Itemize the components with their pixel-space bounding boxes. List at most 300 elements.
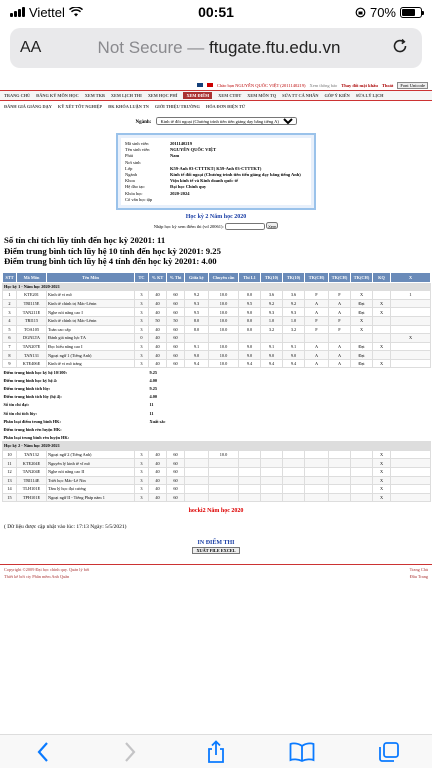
stat-row <box>3 401 431 409</box>
table-cell <box>329 467 351 476</box>
table-cell: 3 <box>135 493 149 502</box>
nav-item[interactable]: XEM ĐIỂM <box>183 92 212 99</box>
font-unicode-button[interactable]: Font Unicode <box>397 82 428 89</box>
stat-row <box>3 433 431 441</box>
ios-status-bar <box>0 0 432 24</box>
table-cell: 0 <box>135 334 149 343</box>
stat-label: Điểm trung bình rèn luyện HK: <box>3 426 62 432</box>
table-cell: 40 <box>149 325 167 334</box>
major-select[interactable] <box>156 117 297 125</box>
table-row <box>3 476 431 485</box>
column-header: % KT <box>149 272 167 282</box>
table-cell: Kinh tế vi mô tráng <box>47 359 135 368</box>
table-cell: 9.0 <box>185 351 209 360</box>
table-cell: 40 <box>149 334 167 343</box>
table-cell: 10.0 <box>209 316 239 325</box>
table-cell <box>373 316 391 325</box>
table-cell: 40 <box>149 459 167 468</box>
table-cell <box>391 467 431 476</box>
table-cell <box>209 459 239 468</box>
table-cell <box>391 308 431 317</box>
table-row <box>3 316 431 325</box>
table-cell: 0.0 <box>239 291 261 300</box>
table-cell: F <box>329 325 351 334</box>
stat-row <box>3 425 431 433</box>
url-text[interactable] <box>50 38 388 58</box>
table-cell <box>261 459 283 468</box>
stat-row <box>3 409 431 417</box>
table-cell <box>329 476 351 485</box>
table-cell: 3 <box>135 450 149 459</box>
table-cell <box>329 493 351 502</box>
table-cell <box>305 450 329 459</box>
stat-value: 11 <box>149 402 154 408</box>
table-cell <box>391 316 431 325</box>
table-cell: 1.0 <box>261 316 283 325</box>
column-header: Tên Môn <box>47 272 135 282</box>
column-header: Mã Môn <box>17 272 47 282</box>
table-cell: 60 <box>167 476 185 485</box>
major-select-row <box>0 117 432 125</box>
footer-2 <box>0 574 432 579</box>
table-cell: Ngoại ngữ 2 (Tiếng Anh) <box>47 450 135 459</box>
table-cell: 50 <box>149 316 167 325</box>
table-row <box>3 459 431 468</box>
table-cell: 3 <box>135 485 149 494</box>
print-section <box>0 540 432 554</box>
table-cell: 60 <box>167 299 185 308</box>
semester-row <box>3 442 431 451</box>
table-cell: 10.0 <box>209 351 239 360</box>
table-cell: A <box>305 308 329 317</box>
table-cell <box>391 476 431 485</box>
table-cell: 10.0 <box>209 299 239 308</box>
share-button[interactable] <box>196 737 236 767</box>
table-cell: 3 <box>135 291 149 300</box>
table-cell: 60 <box>167 351 185 360</box>
info-value: Nam <box>170 153 180 159</box>
table-cell: 10.0 <box>209 450 239 459</box>
design-credit: Thiết kế bởi cty Phần mềm Anh Quân <box>4 574 70 580</box>
table-cell <box>391 359 431 368</box>
table-cell: 3 <box>135 359 149 368</box>
nav-item[interactable]: ĐĂNG KÝ MÔN HỌC <box>36 93 79 98</box>
nav-item[interactable]: XEM HỌC PHÍ <box>147 93 178 98</box>
lock-rotation-icon <box>355 7 366 18</box>
semester-input-row <box>0 222 432 230</box>
change-password-link[interactable]: Thay đổi mật khẩu <box>341 82 378 88</box>
subnav-item[interactable]: ĐK KHÓA LUẬN TN <box>108 103 149 109</box>
info-value <box>170 197 307 202</box>
table-cell: 40 <box>149 291 167 300</box>
info-label: Nơi sinh <box>125 159 141 165</box>
notifications-link[interactable]: Xem thông báo <box>309 82 338 88</box>
stat-label: Phân loại trung bình rèn luyện HK: <box>3 434 70 440</box>
table-cell: 9.0 <box>239 351 261 360</box>
table-cell: 3.2 <box>283 325 305 334</box>
table-cell: 60 <box>167 485 185 494</box>
table-cell: 60 <box>167 450 185 459</box>
table-cell <box>239 476 261 485</box>
subnav-item[interactable]: HÓA ĐƠN ĐIỆN TỬ <box>205 103 246 109</box>
table-cell: Tâm lý học đại cương <box>47 485 135 494</box>
table-cell <box>373 291 391 300</box>
table-cell: 3 <box>135 299 149 308</box>
copyright-text: Copyright ©2009 Đại học chính quy. Quản lý bởi <box>4 567 90 573</box>
table-cell: Kinh tế vi mô <box>47 291 135 300</box>
table-cell <box>209 334 239 343</box>
table-cell <box>329 485 351 494</box>
table-cell: 9.3 <box>261 308 283 317</box>
table-cell: Kinh tế chính trị Mác-Lênin <box>47 316 135 325</box>
table-cell: 3 <box>135 325 149 334</box>
stat-value: 9.25 <box>149 385 158 391</box>
table-row <box>3 308 431 317</box>
table-cell: 9.0 <box>239 308 261 317</box>
print-grades-link[interactable]: IN ĐIỂM THI <box>197 540 235 547</box>
table-cell <box>373 334 391 343</box>
table-cell: 9 <box>3 359 17 368</box>
table-cell: A <box>329 299 351 308</box>
table-cell <box>283 450 305 459</box>
info-label: Tên sinh viên <box>125 147 150 153</box>
table-cell: 3 <box>135 351 149 360</box>
semester-input[interactable] <box>225 223 265 230</box>
semester-input-label: Nhập học kỳ xem điểm thi (vd 20061): <box>153 224 224 230</box>
table-cell <box>305 334 329 343</box>
major-label: Ngành: <box>135 120 152 125</box>
table-cell <box>373 351 391 360</box>
table-cell: X <box>373 485 391 494</box>
table-cell: 40 <box>149 485 167 494</box>
column-header: KQ <box>373 272 391 282</box>
table-cell: X <box>351 291 373 300</box>
table-cell: 60 <box>167 467 185 476</box>
subnav-item[interactable]: GIỚI THIỆU TRƯỜNG <box>154 103 200 109</box>
table-cell: A <box>305 351 329 360</box>
column-header: TK(10) <box>261 272 283 282</box>
table-cell: 3 <box>135 308 149 317</box>
bookmarks-button[interactable] <box>282 737 322 767</box>
home-link[interactable]: Trang Chủ <box>409 567 428 573</box>
table-cell: 6 <box>3 334 17 343</box>
table-cell: 3 <box>135 476 149 485</box>
table-cell: 1.0 <box>283 316 305 325</box>
table-row <box>3 299 431 308</box>
table-cell: 60 <box>167 493 185 502</box>
table-cell: 1 <box>391 291 431 300</box>
table-cell: 60 <box>167 459 185 468</box>
table-cell: 11 <box>3 459 17 468</box>
domain-label: ftugate.ftu.edu.vn <box>209 38 341 57</box>
stat-row <box>3 376 431 384</box>
table-cell: 3 <box>135 316 149 325</box>
table-cell: X <box>373 476 391 485</box>
table-cell: 3.6 <box>283 291 305 300</box>
view-button[interactable]: Xem <box>268 224 277 230</box>
nav-item[interactable]: SỬA TT CÁ NHÂN <box>282 93 319 98</box>
table-row <box>3 467 431 476</box>
logout-link[interactable]: Thoát <box>381 82 394 88</box>
top-link[interactable]: Đầu Trang <box>409 574 428 580</box>
table-cell: Ngoại ngữ II - Tiếng Pháp năm 1 <box>47 493 135 502</box>
table-cell: 40 <box>149 342 167 351</box>
table-cell: A <box>329 342 351 351</box>
stat-label: Số tín chỉ tích lũy: <box>3 410 37 416</box>
table-cell: TAN132 <box>17 450 47 459</box>
table-cell <box>185 493 209 502</box>
table-cell: 8.0 <box>185 316 209 325</box>
table-cell: 3 <box>3 308 17 317</box>
table-cell: 60 <box>167 308 185 317</box>
carrier-name: Viettel <box>29 4 65 20</box>
table-cell <box>391 299 431 308</box>
nav-item[interactable]: XEM TKB <box>84 93 105 98</box>
table-row <box>3 359 431 368</box>
semester-label: Học kỳ 1 - Năm học 2020-2021 <box>3 282 431 291</box>
info-value: Kinh tế đối ngoại (Chương trình tiên tiến giảng dạy bằng tiếng Anh) <box>170 172 301 178</box>
table-cell: 10 <box>3 450 17 459</box>
table-cell <box>305 459 329 468</box>
safari-toolbar <box>0 734 432 768</box>
info-value: NGUYỄN QUỐC VIỆT <box>170 147 217 153</box>
stat-value: 4.00 <box>149 377 158 383</box>
table-cell <box>209 467 239 476</box>
table-cell: 40 <box>149 351 167 360</box>
table-cell: KTE204E <box>17 459 47 468</box>
table-cell: TLH101E <box>17 485 47 494</box>
battery-percent: 70% <box>369 4 396 20</box>
column-header: X <box>391 272 431 282</box>
table-cell <box>283 459 305 468</box>
table-cell: TRI114E <box>17 476 47 485</box>
book-icon <box>289 742 315 762</box>
column-header: TK(CH) <box>351 272 373 282</box>
summary-credits: Số tín chỉ tích lũy tính đến học kỳ 20201: 11 <box>4 235 166 246</box>
table-row <box>3 334 431 343</box>
table-row <box>3 325 431 334</box>
stat-value: 11 <box>149 410 154 416</box>
table-cell <box>185 476 209 485</box>
stat-value: Xuất sắc <box>149 418 166 424</box>
table-cell: 10.0 <box>209 342 239 351</box>
table-cell: 10.0 <box>209 325 239 334</box>
english-flag-icon[interactable] <box>197 83 203 87</box>
column-header: % Thi <box>167 272 185 282</box>
table-cell <box>351 493 373 502</box>
table-cell <box>261 334 283 343</box>
update-note: ( Dữ liệu được cập nhật vào lúc: 17:13 Ngày: 5/5/2021) <box>4 524 127 531</box>
text-size-button[interactable]: AA <box>20 39 42 56</box>
table-cell <box>283 334 305 343</box>
info-label: Khóa học <box>125 190 143 196</box>
stat-row <box>3 393 431 401</box>
table-cell <box>351 485 373 494</box>
table-cell <box>261 467 283 476</box>
table-cell: 13 <box>3 476 17 485</box>
student-info-box <box>116 133 316 210</box>
table-cell: 40 <box>149 450 167 459</box>
table-cell <box>329 450 351 459</box>
subnav-item[interactable]: KỸ XÉT TỐT NGHIỆP <box>57 103 103 109</box>
table-cell: F <box>305 316 329 325</box>
table-cell: 2 <box>3 299 17 308</box>
table-cell: 9.4 <box>185 359 209 368</box>
table-cell: TRI115E <box>17 299 47 308</box>
info-label: Phái <box>125 153 134 159</box>
table-cell <box>283 476 305 485</box>
address-bar[interactable] <box>10 28 422 68</box>
table-cell: 12 <box>3 467 17 476</box>
stat-label: Điểm trung bình tích lũy: <box>3 385 51 391</box>
signal-icon <box>10 7 25 17</box>
back-button[interactable] <box>23 737 63 767</box>
info-value <box>170 160 307 165</box>
table-cell: Toán cao cấp <box>47 325 135 334</box>
table-cell <box>351 467 373 476</box>
info-label: Ngành <box>125 172 137 178</box>
info-value: 2011140219 <box>170 141 193 146</box>
table-cell: 1 <box>3 291 17 300</box>
table-cell <box>209 485 239 494</box>
table-cell: 3.6 <box>261 291 283 300</box>
table-cell: 50 <box>167 316 185 325</box>
table-row <box>3 342 431 351</box>
table-cell: 0.0 <box>239 316 261 325</box>
table-cell: 9.3 <box>185 299 209 308</box>
table-cell: 60 <box>167 359 185 368</box>
tabs-button[interactable] <box>369 737 409 767</box>
table-cell: 9.4 <box>261 359 283 368</box>
nav-item[interactable]: XEM CTĐT <box>218 93 242 98</box>
table-cell: X <box>373 299 391 308</box>
table-cell: 40 <box>149 299 167 308</box>
web-page <box>0 74 432 734</box>
table-cell <box>391 351 431 360</box>
stat-label: Điểm trung bình tích lũy (hệ 4): <box>3 394 62 400</box>
nav-item[interactable]: GÓP Ý KIẾN <box>324 93 350 98</box>
table-cell: TOA105 <box>17 325 47 334</box>
subnav-item[interactable]: ĐÁNH GIÁ GIẢNG DẠY <box>4 103 52 109</box>
info-label: Khoa <box>125 178 135 184</box>
table-cell: 9.4 <box>283 359 305 368</box>
semester-row <box>3 282 431 291</box>
semester-title: Học kỳ 2 Năm học 2020 <box>185 214 247 221</box>
table-cell: 40 <box>149 359 167 368</box>
info-value: Viện kinh tế và Kinh doanh quốc tế <box>170 178 238 184</box>
nav-item[interactable]: TRANG CHỦ <box>4 93 31 98</box>
table-cell: 9.4 <box>239 359 261 368</box>
table-cell <box>185 459 209 468</box>
sub-nav <box>0 101 432 111</box>
table-cell <box>261 493 283 502</box>
table-cell: 9.2 <box>185 291 209 300</box>
table-cell <box>351 476 373 485</box>
table-cell: 8.0 <box>185 325 209 334</box>
summary-gpa10: Điểm trung bình tích lũy hệ 10 tính đến học kỳ 20201: 9.25 <box>4 245 221 256</box>
stat-label: Điểm trung bình học kỳ hệ 4: <box>3 377 58 383</box>
table-cell: Nghe nói nâng cao II <box>47 467 135 476</box>
table-cell: X <box>373 450 391 459</box>
table-cell <box>329 334 351 343</box>
grades-table <box>2 272 431 503</box>
table-cell <box>351 450 373 459</box>
nav-item[interactable]: XEM LỊCH THI <box>110 93 142 98</box>
table-cell: X <box>373 359 391 368</box>
chevron-right-icon <box>123 741 137 763</box>
table-cell <box>185 485 209 494</box>
table-cell: F <box>329 291 351 300</box>
table-cell: 3.2 <box>261 325 283 334</box>
column-header: TK(CH) <box>329 272 351 282</box>
table-cell: F <box>305 325 329 334</box>
table-cell: 9.2 <box>283 299 305 308</box>
tabs-icon <box>378 741 400 763</box>
vietnam-flag-icon[interactable] <box>207 83 213 87</box>
table-cell <box>305 467 329 476</box>
stat-label: Số tín chỉ đạt: <box>3 402 30 408</box>
nav-item[interactable]: XEM MÔN TQ <box>247 93 277 98</box>
table-cell <box>239 467 261 476</box>
column-header: TC <box>135 272 149 282</box>
user-bar <box>0 80 432 90</box>
table-row <box>3 493 431 502</box>
table-cell: 9.0 <box>239 342 261 351</box>
table-cell: 10.0 <box>209 359 239 368</box>
table-cell: X <box>373 493 391 502</box>
clock: 00:51 <box>198 4 234 20</box>
table-cell: TAN211E <box>17 308 47 317</box>
table-cell: 5 <box>3 325 17 334</box>
summary-block <box>0 235 432 267</box>
table-cell: Đọc hiểu nâng cao I <box>47 342 135 351</box>
table-cell: Đạt <box>351 342 373 351</box>
stat-label: Điểm trung bình học kỳ hệ 10/100: <box>3 369 68 375</box>
info-value: Đại học Chính quy <box>170 184 207 190</box>
table-cell: TRI115 <box>17 316 47 325</box>
table-cell <box>329 459 351 468</box>
table-cell: Nguyên lý kinh tế vĩ mô <box>47 459 135 468</box>
table-cell: X <box>373 459 391 468</box>
table-cell: Kinh tế chính trị Mác-Lênin <box>47 299 135 308</box>
forward-button[interactable] <box>110 737 150 767</box>
chevron-left-icon <box>36 741 50 763</box>
table-cell <box>209 476 239 485</box>
table-cell: A <box>329 351 351 360</box>
table-cell: 10.0 <box>209 291 239 300</box>
welcome-text: Chào bạn NGUYỄN QUỐC VIỆT (2011140219) <box>216 82 306 88</box>
info-value: 2020-2024 <box>170 190 190 196</box>
table-cell <box>239 459 261 468</box>
reload-icon[interactable] <box>388 37 412 60</box>
footer <box>0 564 432 574</box>
table-cell: 60 <box>167 334 185 343</box>
nav-item[interactable]: SỬA LÝ LỊCH <box>355 93 384 98</box>
table-cell <box>305 493 329 502</box>
info-value: K59-Anh 03-CTTTKT( K59-Anh 03-CTTTKT) <box>170 165 262 171</box>
table-cell <box>283 467 305 476</box>
table-cell: 3 <box>135 459 149 468</box>
table-cell: 60 <box>167 342 185 351</box>
stat-value: 4.00 <box>149 394 158 400</box>
table-cell: F <box>305 291 329 300</box>
table-cell: 9.1 <box>261 342 283 351</box>
table-cell: X <box>373 467 391 476</box>
export-excel-button[interactable]: XUẤT FILE EXCEL <box>192 547 239 554</box>
table-cell: 3 <box>135 467 149 476</box>
table-row <box>3 485 431 494</box>
battery-icon <box>400 7 422 18</box>
